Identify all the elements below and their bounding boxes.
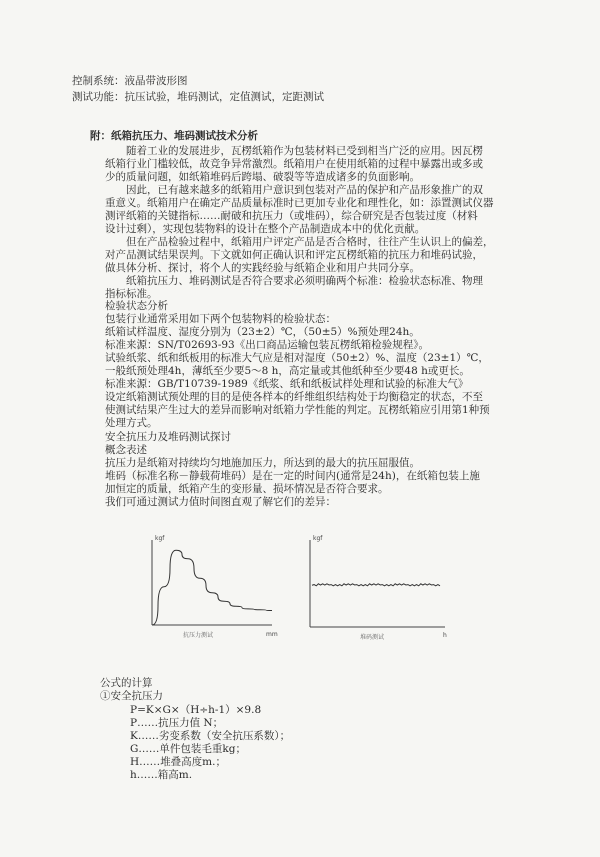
x-unit-label: h <box>443 632 447 639</box>
series-line <box>152 550 272 625</box>
text-line: 加恒定的质量，纸箱产生的变形量、损坏情况是否符合要求。 <box>105 483 389 495</box>
x-axis-label: 抗压力测试 <box>183 632 214 639</box>
control-system-line: 控制系统：液晶带波形图 <box>72 75 188 87</box>
formula-line: h……箱高m. <box>130 769 193 781</box>
section-title: 附：纸箱抗压力、堆码测试技术分析 <box>90 130 258 142</box>
text-line: 做具体分析、探讨，将个人的实践经验与纸箱企业和用户共同分享。 <box>105 262 420 274</box>
subheading: 检验状态分析 <box>105 300 168 312</box>
text-line: 试验纸浆、纸和纸板用的标准大气应是相对湿度（50±2）%、温度（23±1）℃， <box>105 352 489 364</box>
text-line: 标准来源：SN/T02693-93《出口商品运输包装瓦楞纸箱检验规程》。 <box>105 339 429 351</box>
text-line: 纸箱试样温度、湿度分别为（23±2）℃，（50±5）%预处理24h。 <box>105 326 420 338</box>
text-line: 一般纸预处理4h，薄纸至少要5～8 h，高定量或其他纸种至少要48 h或更长。 <box>105 365 470 377</box>
text-line: 随着工业的发展进步，瓦楞纸箱作为包装材料已受到相当广泛的应用。因瓦楞 <box>126 145 483 157</box>
text-line: 对产品测试结果误判。下文就如何正确认识和评定瓦楞纸箱的抗压力和堆码试验， <box>105 249 483 261</box>
formula-line: G……单件包装毛重kg； <box>130 743 246 755</box>
text-line: 堆码（标准名称－静载荷堆码）是在一定的时间内(通常是24h)，在纸箱包装上施 <box>105 470 480 482</box>
x-unit-label: mm <box>266 631 278 638</box>
subheading: ①安全抗压力 <box>100 690 163 702</box>
text-line: 少的质量问题，如纸箱堆码后跨塌、破裂等等造成诸多的负面影响。 <box>105 171 420 183</box>
text-line: 标准来源：GB/T10739-1989《纸浆、纸和纸板试样处理和试验的标准大气》 <box>105 378 469 390</box>
text-line: 重意义。纸箱用户在确定产品质量标准时已更加专业化和理性化，如：添置测试仪器 <box>105 197 494 209</box>
subheading: 概念表述 <box>105 444 147 456</box>
series-line <box>312 584 440 586</box>
stacking-chart <box>310 535 447 641</box>
text-line: 使测试结果产生过大的差异而影响对纸箱力学性能的判定。瓦楞纸箱应引用第1种预 <box>105 404 490 416</box>
text-line: 抗压力是纸箱对持续均匀地施加压力，所达到的最大的抗压屈服值。 <box>105 457 420 469</box>
formula-line: P……抗压力值 N； <box>130 717 224 729</box>
text-line: 设计过剩），实现包装物料的设计在整个产品制造成本中的优化贡献。 <box>105 223 426 235</box>
text-line: 纸箱抗压力、堆码测试是否符合要求必须明确两个标准：检验状态标准、物理 <box>126 275 483 287</box>
text-line: 但在产品检验过程中，纸箱用户评定产品是否合格时，往往产生认识上的偏差， <box>126 236 494 248</box>
text-line: 因此，已有越来越多的纸箱用户意识到包装对产品的保护和产品形象推广的双 <box>126 184 483 196</box>
text-line: 测评纸箱的关键指标……耐破和抗压力（或堆码），综合研究是否包装过度（材料 <box>105 210 478 222</box>
subheading: 公式的计算 <box>100 677 153 689</box>
text-line: 包装行业通常采用如下两个包装物料的检验状态： <box>105 313 336 325</box>
y-axis-label: kgf <box>313 535 323 542</box>
text-line: 处理方式。 <box>105 417 158 429</box>
text-line: 纸箱行业门槛较低，故竞争异常激烈。纸箱用户在使用纸箱的过程中暴露出或多或 <box>105 158 483 170</box>
formula-line: P=K×G×（H÷h-1）×9.8 <box>130 704 262 716</box>
force-time-charts <box>0 530 600 650</box>
subheading: 安全抗压力及堆码测试探讨 <box>105 431 231 443</box>
text-line: 我们可通过测试力值时间图直观了解它们的差异： <box>105 496 336 508</box>
compression-chart <box>152 535 278 639</box>
text-line: 设定纸箱测试预处理的目的是使各样本的纤维组织结构处于均衡稳定的状态，不至 <box>105 391 483 403</box>
text-line: 指标标准。 <box>105 288 158 300</box>
test-function-line: 测试功能：抗压试验，堆码测试，定值测试，定距测试 <box>72 91 324 103</box>
x-axis-label: 堆码测试 <box>360 634 385 641</box>
y-axis-label: kgf <box>155 535 165 542</box>
formula-line: H……堆叠高度m.； <box>130 756 226 768</box>
formula-line: K……劣变系数（安全抗压系数）； <box>130 730 291 742</box>
